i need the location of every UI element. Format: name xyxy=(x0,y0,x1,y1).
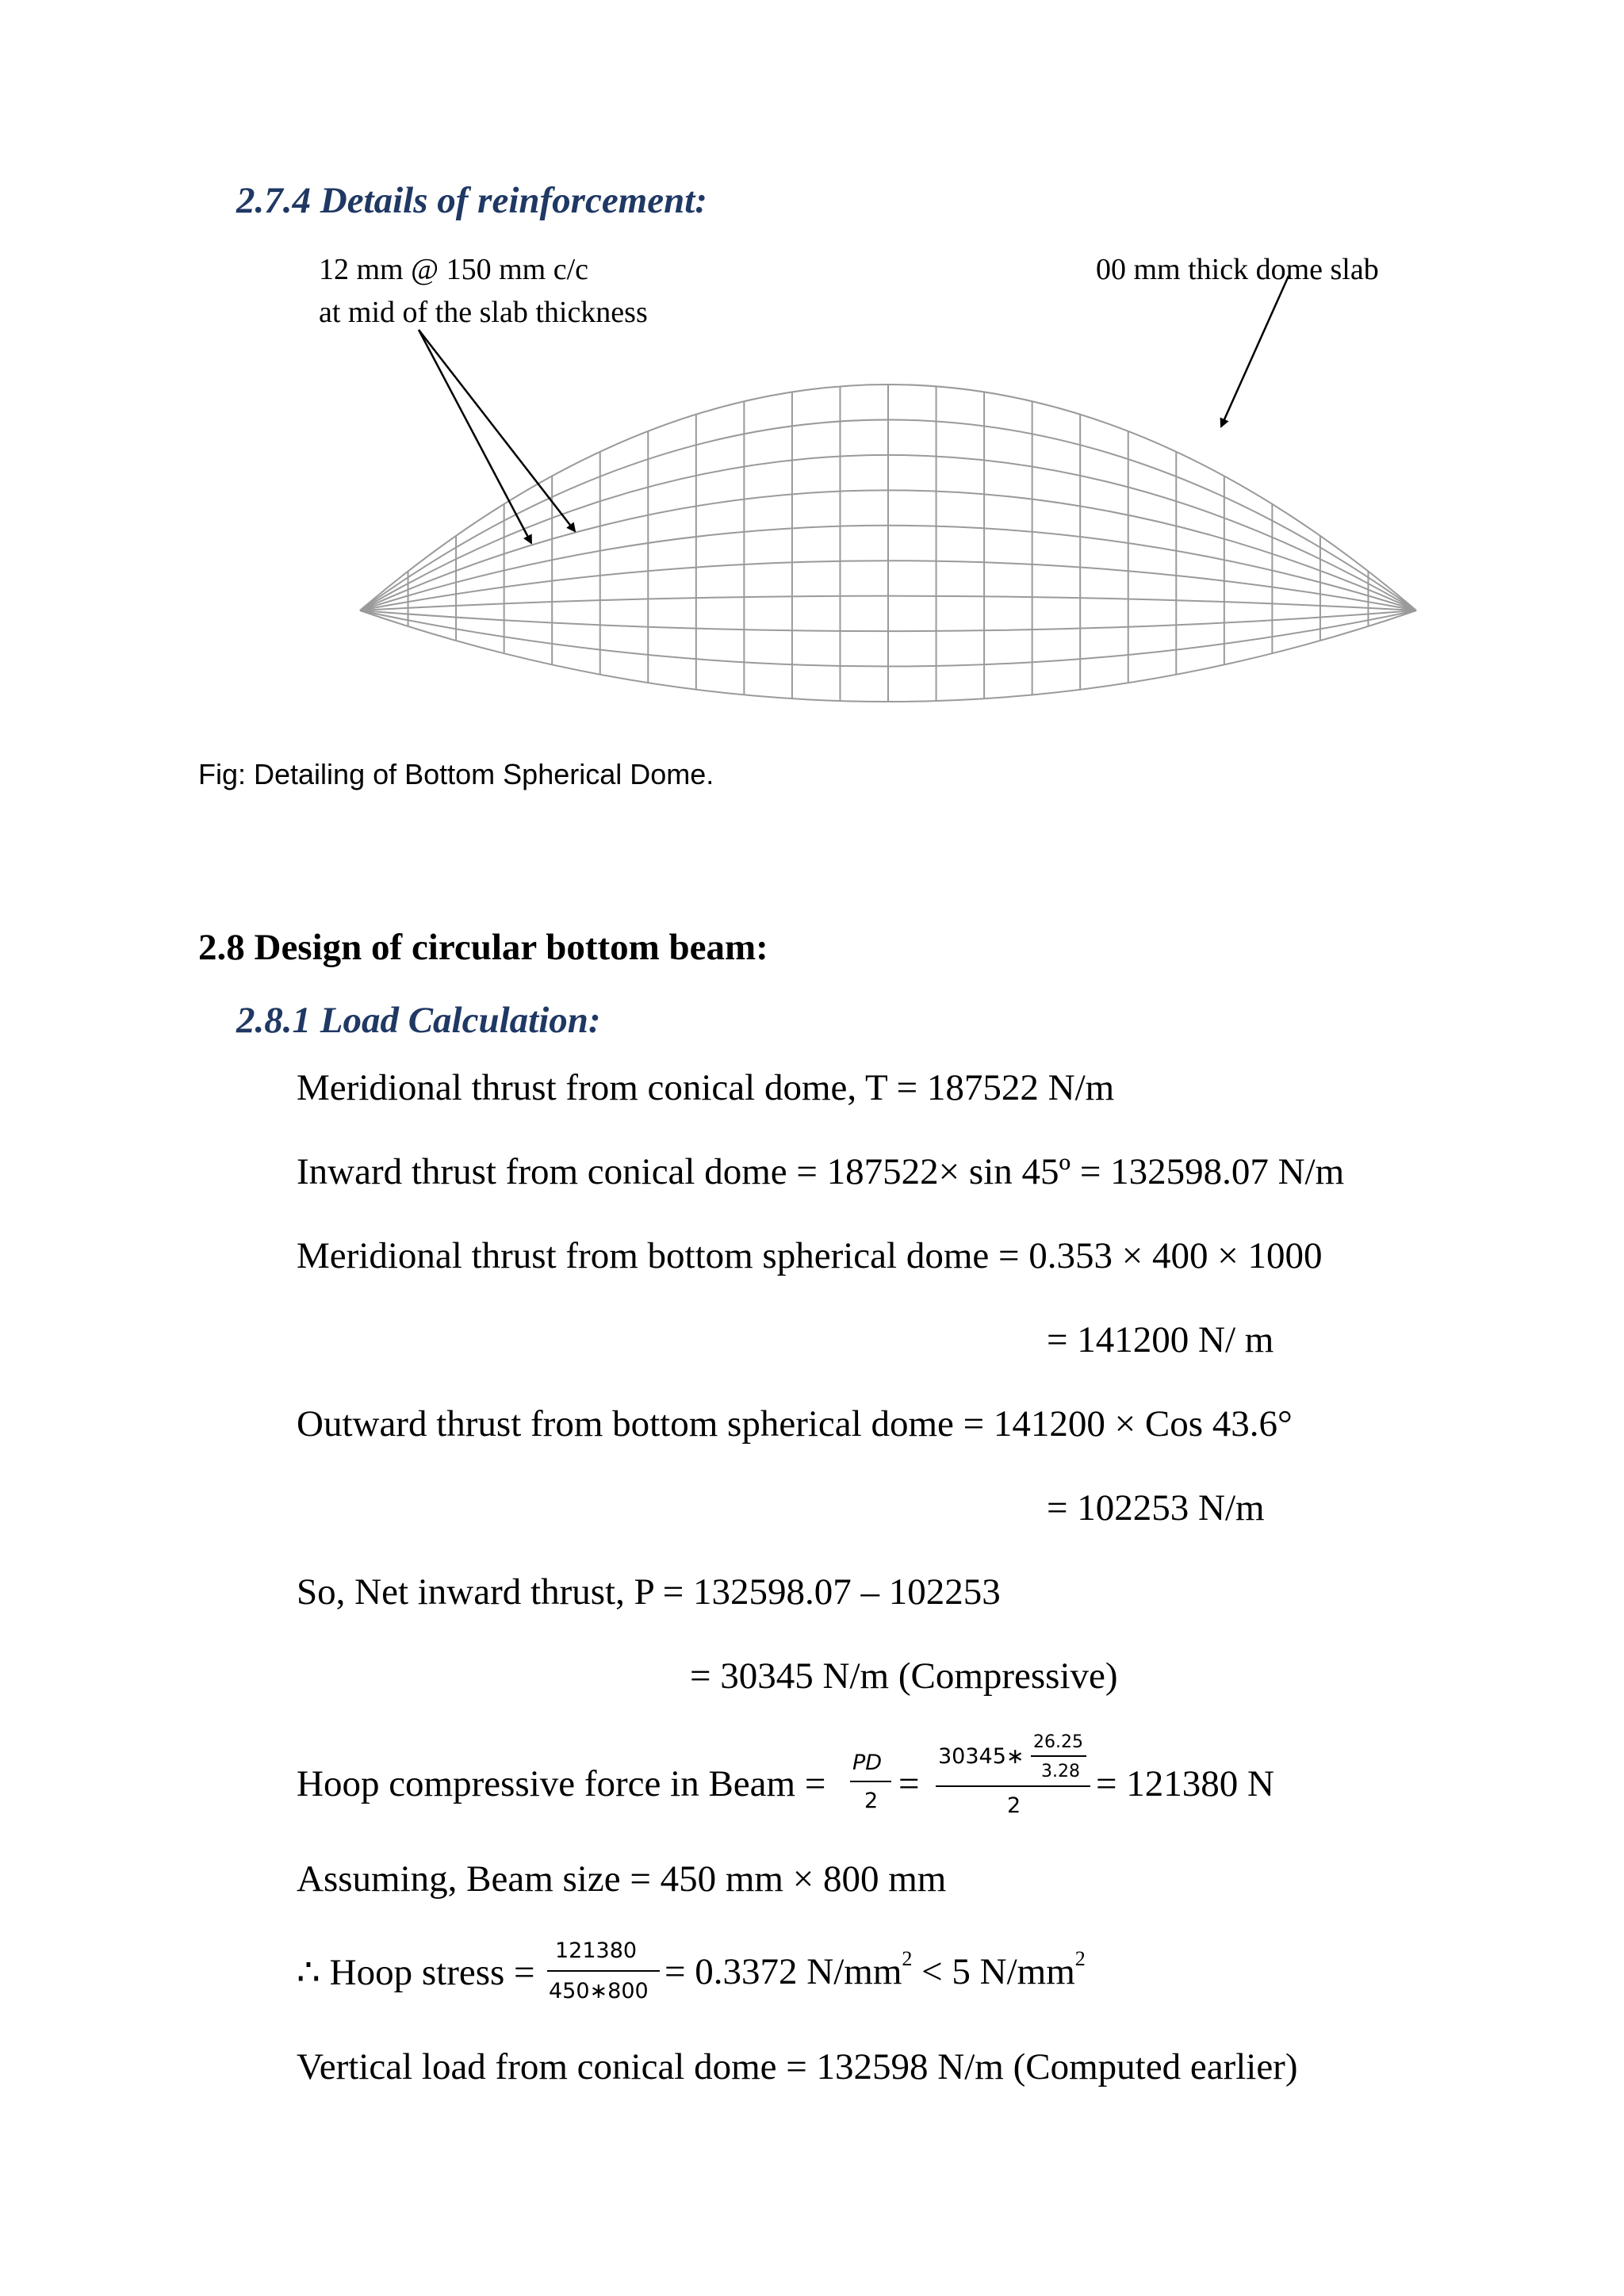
calc-net-inward-thrust-result: = 30345 N/m (Compressive) xyxy=(690,1655,1118,1697)
rebar-label-line1: 12 mm @ 150 mm c/c xyxy=(319,253,589,286)
hoop-stress-value: = 0.3372 N/mm xyxy=(665,1951,902,1992)
calc-beam-size: Assuming, Beam size = 450 mm × 800 mm xyxy=(297,1858,947,1900)
hoop-force-label: Hoop compressive force in Beam = xyxy=(297,1763,826,1804)
frac2-inner-numerator: 26.25 xyxy=(1033,1732,1083,1752)
calc-outward-thrust-spherical: Outward thrust from bottom spherical dome = 141200 × Cos 43.6° xyxy=(297,1403,1293,1445)
hoop-stress-result xyxy=(665,1947,1086,1993)
dome-mesh-grid xyxy=(360,385,1416,702)
frac2-inner-denominator: 3.28 xyxy=(1041,1762,1080,1781)
equals-sign: = xyxy=(898,1763,920,1804)
rebar-label-line2: at mid of the slab thickness xyxy=(319,296,648,329)
hoop-stress-unit-exp: 2 xyxy=(902,1947,913,1970)
figure-caption: Fig: Detailing of Bottom Spherical Dome. xyxy=(198,758,714,790)
hoop-stress-limit-exp: 2 xyxy=(1074,1947,1086,1970)
frac2-numerator-main: 30345∗ xyxy=(938,1744,1025,1769)
section-heading-2-8: 2.8 Design of circular bottom beam: xyxy=(198,927,768,968)
frac2-bar xyxy=(936,1785,1090,1787)
section-heading-2-8-1: 2.8.1 Load Calculation: xyxy=(236,1000,601,1041)
calc-meridional-thrust-spherical: Meridional thrust from bottom spherical dome = 0.353 × 400 × 1000 xyxy=(297,1235,1323,1276)
calc-net-inward-thrust: So, Net inward thrust, P = 132598.07 – 102253 xyxy=(297,1571,1001,1613)
spherical-dome-diagram xyxy=(0,0,1624,793)
frac1-numerator: PD xyxy=(852,1751,883,1775)
calc-meridional-thrust-result: = 141200 N/ m xyxy=(1047,1319,1274,1360)
calc-vertical-load: Vertical load from conical dome = 132598 N/m (Computed earlier) xyxy=(297,2046,1298,2087)
rebar-arrow-1 xyxy=(419,330,531,543)
frac1-bar xyxy=(850,1781,891,1782)
calc-inward-thrust-conical: Inward thrust from conical dome = 187522× sin 45º = 132598.07 N/m xyxy=(297,1151,1345,1192)
calc-outward-thrust-result: = 102253 N/m xyxy=(1047,1487,1265,1529)
slab-thickness-label: 00 mm thick dome slab xyxy=(1096,253,1379,286)
calc-meridional-thrust-conical: Meridional thrust from conical dome, T = 187522 N/m xyxy=(297,1067,1115,1108)
section-heading-2-7-4: 2.7.4 Details of reinforcement: xyxy=(236,180,707,221)
frac1-denominator: 2 xyxy=(864,1789,879,1813)
rebar-arrow-2 xyxy=(419,330,575,531)
frac3-denominator: 450∗800 xyxy=(549,1979,649,2003)
hoop-stress-limit: < 5 N/mm xyxy=(912,1951,1075,1992)
hoop-stress-label: ∴ Hoop stress = xyxy=(297,1952,535,1993)
slab-arrow xyxy=(1221,276,1289,427)
hoop-force-result: = 121380 N xyxy=(1096,1763,1274,1804)
frac3-numerator: 121380 xyxy=(555,1938,638,1963)
frac2-denominator: 2 xyxy=(1007,1793,1021,1818)
frac3-bar xyxy=(547,1970,660,1972)
frac2-inner-bar xyxy=(1031,1755,1086,1757)
